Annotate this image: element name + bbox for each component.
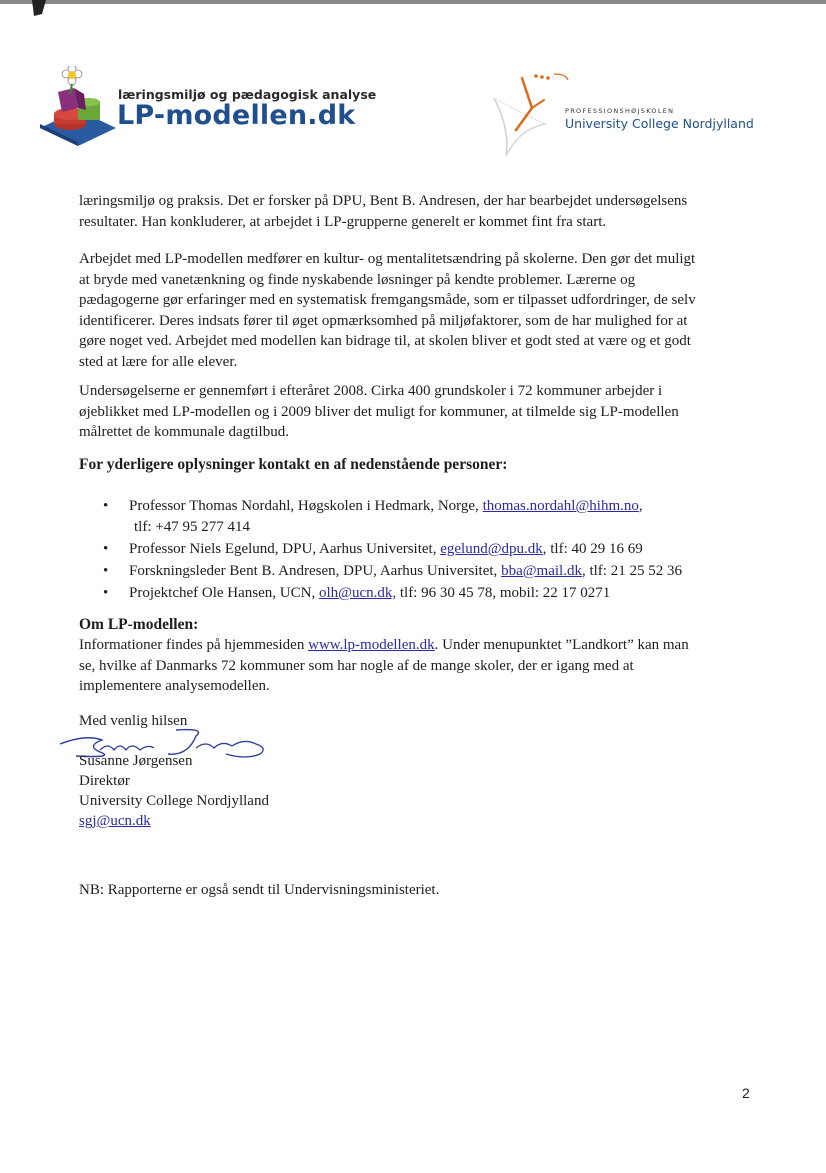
bullet: • xyxy=(103,585,109,601)
text-line: resultater. Han konkluderer, at arbejdet i LP-grupperne generelt er kommet fint fra start. xyxy=(79,213,607,230)
text-line: implementere analysemodellen. xyxy=(79,678,270,694)
contact-item xyxy=(100,496,682,538)
closing-greeting: Med venlig hilsen xyxy=(79,713,188,729)
ucn-subtitle: PROFESSIONSHØJSKOLEN xyxy=(565,107,675,115)
closing-email-link[interactable]: sgj@ucn.dk xyxy=(79,813,151,829)
text-line: målrettet de kommunale dagtilbud. xyxy=(79,424,289,440)
contact-text: Forskningsleder Bent B. Andresen, DPU, Aarhus Universitet, xyxy=(129,563,502,579)
contact-item xyxy=(100,561,682,582)
closing-org: University College Nordjylland xyxy=(79,793,269,809)
contact-text: Professor Thomas Nordahl, Høgskolen i Hedmark, Norge, xyxy=(129,498,483,514)
contact-email-link[interactable]: olh@ucn.dk, xyxy=(318,585,397,601)
text-line: Undersøgelserne er gennemført i efteråret 2008. Cirka 400 grundskoler i 72 kommuner arbejder i xyxy=(79,383,663,399)
contacts-heading: For yderligere oplysninger kontakt en af nedenstående personer: xyxy=(79,456,508,473)
contact-email-link[interactable]: bba@mail.dk xyxy=(501,563,582,579)
contact-email-link[interactable]: thomas.nordahl@hihm.no xyxy=(482,498,639,514)
paragraph-2 xyxy=(79,249,759,372)
lp-brand-name: LP-modellen.dk xyxy=(117,100,356,131)
about-text: Informationer findes på hjemmesiden xyxy=(79,637,309,653)
text-line: identificerer. Deres indsats fører til øget opmærksomhed på miljøfaktorer, som de har mulighed for at xyxy=(79,312,688,329)
text-line: gøre noget ved. Arbejdet med modellen kan bidrage til, at skolen bliver et godt sted at være og et godt xyxy=(79,333,691,349)
contact-after: , tlf: 21 25 52 36 xyxy=(581,563,682,579)
bullet: • xyxy=(103,498,109,514)
contact-after: , xyxy=(638,498,643,514)
contact-text: Projektchef Ole Hansen, UCN, xyxy=(129,585,319,601)
note: NB: Rapporterne er også sendt til Undervisningsministeriet. xyxy=(79,882,440,898)
about-heading: Om LP-modellen: xyxy=(79,616,199,633)
text-line: pædagogerne gør erfaringer med en systematisk fremgangsmåde, som er tilpasset udfordringer, de selv xyxy=(79,292,696,308)
closing-email xyxy=(79,811,151,831)
contact-text: Professor Niels Egelund, DPU, Aarhus Universitet, xyxy=(129,541,441,557)
contact-email-link[interactable]: egelund@dpu.dk xyxy=(440,541,543,557)
contact-after: , tlf: 40 29 16 69 xyxy=(542,541,643,557)
scan-corner-mark xyxy=(30,0,48,16)
ucn-logo-icon xyxy=(470,68,580,158)
text-line: sted at lære for alle elever. xyxy=(79,353,238,370)
ucn-name: University College Nordjylland xyxy=(565,116,754,131)
contact-list xyxy=(100,496,682,604)
paragraph-3 xyxy=(79,381,759,443)
bullet: • xyxy=(103,541,109,557)
text-line: se, hvilke af Danmarks 72 kommuner som har nogle af de mange skoler, der er igang med at xyxy=(79,657,634,674)
contact-after: tlf: 96 30 45 78, mobil: 22 17 0271 xyxy=(396,585,611,601)
text-line: Arbejdet med LP-modellen medfører en kultur- og mentalitetsændring på skolerne. Den gør det muligt xyxy=(79,251,696,267)
contact-phone: tlf: +47 95 277 414 xyxy=(134,519,250,535)
contact-item xyxy=(100,539,682,560)
about-text: . Under menupunktet ”Landkort” kan man xyxy=(434,637,689,653)
website-link[interactable]: www.lp-modellen.dk xyxy=(308,637,435,653)
lp-tagline: læringsmiljø og pædagogisk analyse xyxy=(118,87,377,102)
text-line: læringsmiljø og praksis. Det er forsker på DPU, Bent B. Andresen, der har bearbejdet undersøgelsens xyxy=(79,193,688,209)
paragraph-1 xyxy=(79,191,759,232)
page-number: 2 xyxy=(742,1085,750,1101)
text-line: at bryde med vanetænkning og finde nyskabende løsninger på kendte problemer. Lærerne og xyxy=(79,271,636,288)
about-paragraph xyxy=(79,635,759,697)
closing-title: Direktør xyxy=(79,773,130,789)
text-line: øjeblikket med LP-modellen og i 2009 bliver det muligt for kommuner, at tilmelde sig LP-modellen xyxy=(79,403,679,420)
contact-item xyxy=(100,583,682,604)
bullet: • xyxy=(103,563,109,579)
about-line-1 xyxy=(79,635,759,656)
scan-edge xyxy=(0,0,826,4)
closing-name: Susanne Jørgensen xyxy=(79,753,193,769)
